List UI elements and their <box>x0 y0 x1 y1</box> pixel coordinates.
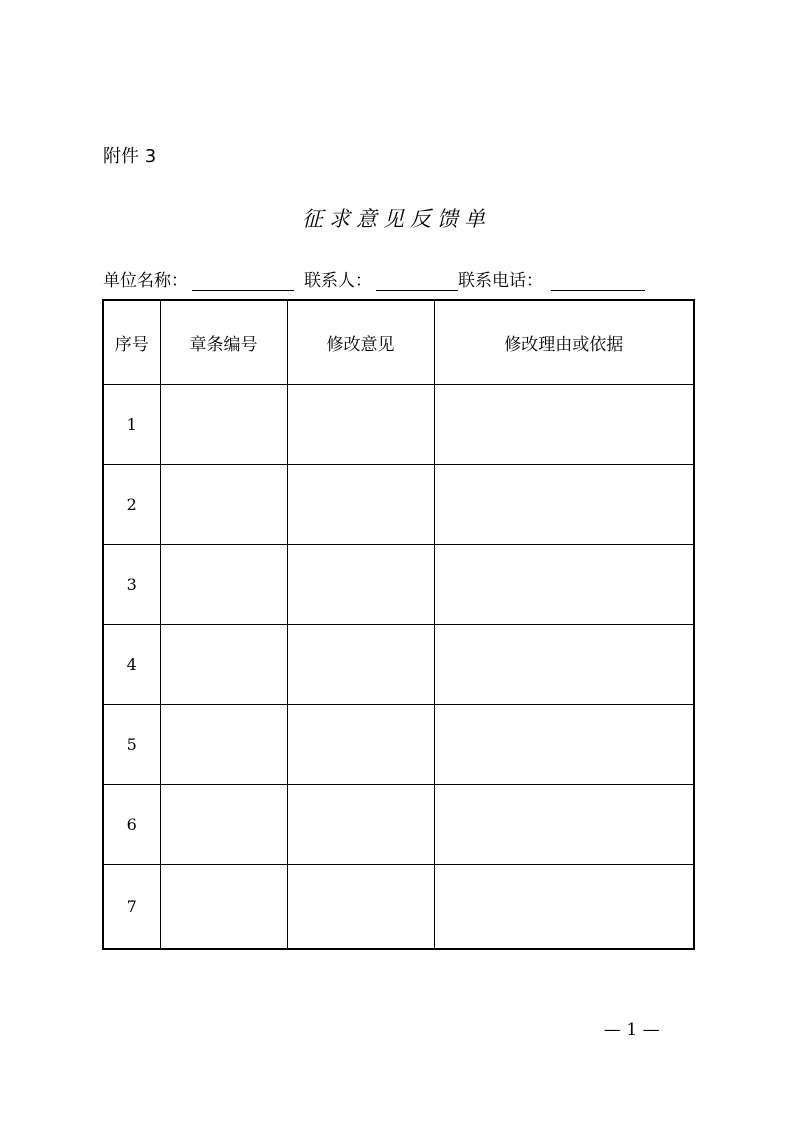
page-number: — 1 — <box>604 1020 660 1040</box>
form-title: 征求意见反馈单 <box>302 207 491 231</box>
opinion-cell[interactable] <box>287 545 434 625</box>
header-no: 序号 <box>103 300 160 385</box>
row-number: 2 <box>103 465 160 545</box>
opinion-cell[interactable] <box>287 625 434 705</box>
reason-cell[interactable] <box>434 465 694 545</box>
opinion-cell[interactable] <box>287 785 434 865</box>
header-reason: 修改理由或依据 <box>434 300 694 385</box>
row-number: 4 <box>103 625 160 705</box>
row-number: 6 <box>103 785 160 865</box>
clause-cell[interactable] <box>160 865 287 950</box>
row-number: 3 <box>103 545 160 625</box>
header-opinion: 修改意见 <box>287 300 434 385</box>
row-number: 7 <box>103 865 160 950</box>
table-row <box>103 625 694 705</box>
clause-cell[interactable] <box>160 705 287 785</box>
opinion-cell[interactable] <box>287 865 434 950</box>
unit-label: 单位名称： <box>103 271 188 291</box>
contact-field[interactable] <box>376 272 458 291</box>
opinion-cell[interactable] <box>287 705 434 785</box>
header-clause: 章条编号 <box>160 300 287 385</box>
table-row <box>103 385 694 465</box>
reason-cell[interactable] <box>434 545 694 625</box>
table-row <box>103 705 694 785</box>
row-number: 1 <box>103 385 160 465</box>
clause-cell[interactable] <box>160 625 287 705</box>
reason-cell[interactable] <box>434 625 694 705</box>
reason-cell[interactable] <box>434 865 694 950</box>
table-header-row <box>103 300 694 385</box>
table-row <box>103 465 694 545</box>
clause-cell[interactable] <box>160 385 287 465</box>
attachment-label: 附件 3 <box>103 146 157 167</box>
clause-cell[interactable] <box>160 465 287 545</box>
reason-cell[interactable] <box>434 705 694 785</box>
contact-label: 联系人： <box>304 271 372 291</box>
reason-cell[interactable] <box>434 385 694 465</box>
clause-cell[interactable] <box>160 545 287 625</box>
table-row <box>103 785 694 865</box>
phone-field[interactable] <box>551 272 645 291</box>
clause-cell[interactable] <box>160 785 287 865</box>
feedback-table <box>102 299 695 950</box>
table-row <box>103 545 694 625</box>
unit-name-field[interactable] <box>192 272 294 291</box>
opinion-cell[interactable] <box>287 385 434 465</box>
info-line <box>103 266 645 291</box>
phone-label: 联系电话： <box>458 271 543 291</box>
opinion-cell[interactable] <box>287 465 434 545</box>
reason-cell[interactable] <box>434 785 694 865</box>
table-row <box>103 865 694 950</box>
row-number: 5 <box>103 705 160 785</box>
